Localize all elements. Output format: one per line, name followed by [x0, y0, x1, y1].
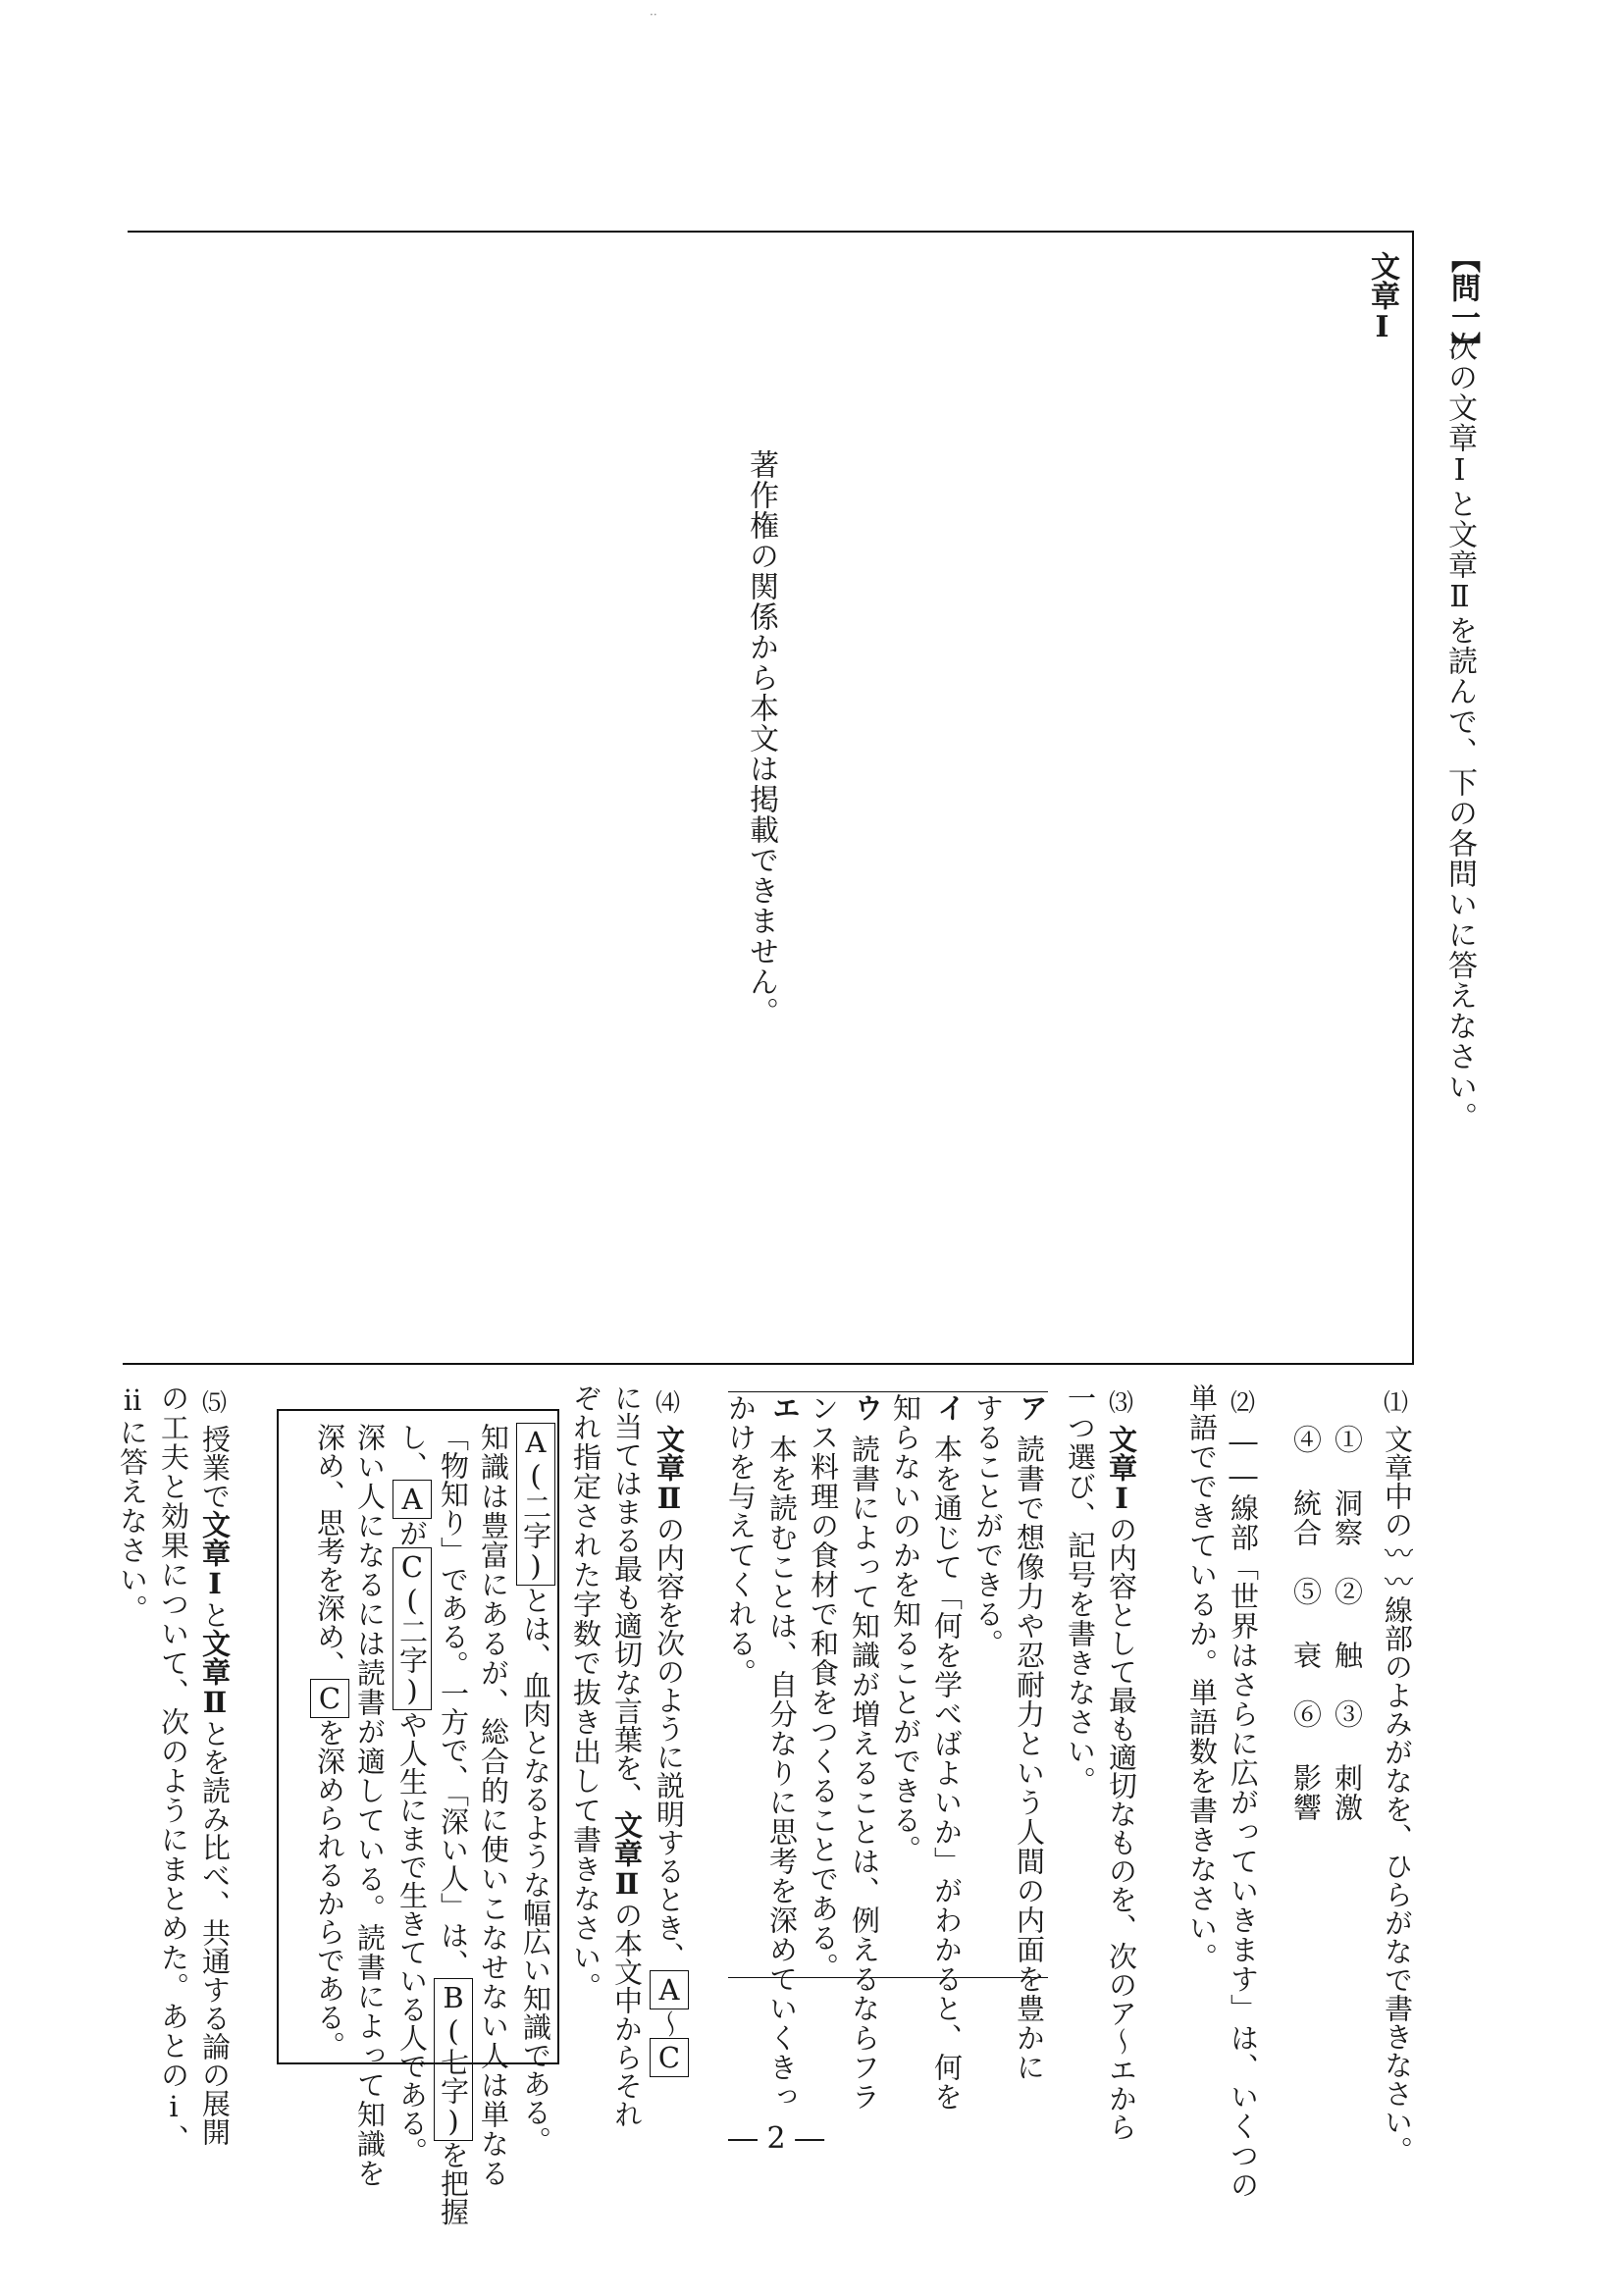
problem-instruction-text: 次の文章Ⅰと文章Ⅱを読んで、下の各問いに答えなさい。 [1442, 332, 1477, 1132]
q5-line1-mid: と [198, 1600, 232, 1629]
q4-line2-bold: 文章Ⅱ [610, 1810, 644, 1901]
q4-line2-a: に当てはまる最も適切な言葉を、 [610, 1383, 644, 1810]
box-line4-b: が [395, 1519, 429, 1547]
q5-line1-a: 授業で [198, 1425, 232, 1510]
q5-line3: ⅱに答えなさい。 [116, 1383, 149, 1624]
blank-c-2chars-box: C(二字) [393, 1547, 432, 1710]
q3-line1-rest: の内容として最も適切なものを、次のア〜エから [1105, 1515, 1138, 2141]
q5-line1-bold2: 文章Ⅱ [198, 1629, 232, 1719]
q5-line1 [196, 1425, 234, 2146]
frame-bottom-line [123, 1363, 1414, 1365]
blank-a-2chars-box: A(二字) [516, 1423, 555, 1586]
q4-number: ⑷ [655, 1388, 681, 1417]
blank-a-box-2: A [393, 1480, 432, 1519]
q1-row2: ④ 統合 ⑤ 衰 ⑥ 影響 [1289, 1425, 1323, 1822]
q2-line1: ――線部「世界はさらに広がっていきます」は、いくつの [1227, 1425, 1260, 2200]
blank-c-box-2: C [310, 1679, 349, 1718]
choice-c-line1: 読書によって知識が増えることは、例えるならフラ [848, 1435, 881, 2112]
q2-line2: 単語でできているか。単語数を書きなさい。 [1185, 1383, 1219, 1972]
q5-line1-bold1: 文章Ⅰ [198, 1510, 232, 1600]
q1-row1: ① 洞察 ② 触 ③ 刺激 [1331, 1425, 1364, 1822]
q4-line2-b: の本文中からそれ [610, 1901, 644, 2128]
wavy-line-mark: 〰〰 [1381, 1539, 1414, 1595]
frame-right-line [1412, 231, 1414, 1365]
box-line6 [310, 1423, 349, 2060]
question-1 [1370, 1383, 1429, 2165]
choice-a-line1: 読書で想像力や忍耐力という人間の内面を豊かに [1013, 1435, 1046, 2082]
box-line3-a: 「物知り」である。一方で、「深い人」は、 [437, 1423, 470, 1978]
box-line6-a: 深め、思考を深め、 [313, 1423, 346, 1679]
choice-c-label: ウ [851, 1393, 884, 1422]
header-dots: ·· [650, 8, 657, 22]
q1-prompt-b: 線部のよみがなを、ひらがなで書きなさい。 [1381, 1595, 1414, 2165]
problem-heading: 【問一】 [1445, 243, 1480, 361]
q1-prompt-a: 文章中の [1381, 1425, 1414, 1539]
q5-number: ⑸ [202, 1388, 228, 1417]
q4-line2 [608, 1383, 646, 2128]
box-line4-c: や人生にまで生きている人である。 [395, 1710, 429, 2166]
page-number: ― 2 ― [728, 2121, 825, 2156]
choice-b-line2: 知らないのかを知ることができる。 [889, 1393, 922, 1864]
q3-line1 [1103, 1425, 1140, 2141]
q2-number: ⑵ [1230, 1388, 1256, 1417]
q4-line1-mid: の内容を次のように説明するとき、 [653, 1515, 686, 1970]
choice-a-line2: することができる。 [971, 1393, 1005, 1658]
q4-line3: ぞれ指定された字数で抜き出して書きなさい。 [569, 1383, 602, 2002]
choice-b-label: イ [933, 1393, 967, 1422]
blank-a-box: A [650, 1970, 689, 2009]
box-line5: 深い人になるには読書が適している。読書によって知識を [353, 1423, 387, 2188]
text1-title: 文章Ⅰ [1365, 251, 1399, 344]
box-line2: 知識は豊富にあるが、総合的に使いこなせない人は単なる [477, 1423, 510, 2188]
q5-line1-rest: とを読み比べ、共通する論の展開 [198, 1719, 232, 2146]
choice-d-line2: かけを与えてくれる。 [724, 1393, 758, 1688]
choice-d-line1: 本を読むことは、自分なりに思考を深めていくきっ [765, 1435, 799, 2112]
q3-number: ⑶ [1109, 1388, 1134, 1417]
box-line6-b: を深められるからである。 [313, 1718, 346, 2060]
blank-b-7chars-box: B(七字) [434, 1978, 473, 2141]
box-line3-b: を把握 [437, 2140, 470, 2226]
copyright-notice: 著作権の関係から本文は掲載できません。 [744, 449, 778, 1027]
box-line4 [393, 1423, 432, 2166]
q3-line2: 一つ選び、記号を書きなさい。 [1064, 1383, 1097, 1796]
q5-line2: の工夫と効果について、次のようにまとめた。あとのⅰ、 [157, 1383, 190, 2154]
choice-d-label: エ [768, 1393, 802, 1422]
box-line3 [434, 1423, 473, 2226]
choice-b-line1: 本を通じて「何を学べばよいか」がわかると、何を [930, 1435, 964, 2112]
choice-a-label: ア [1016, 1393, 1049, 1422]
blank-c-box: C [650, 2038, 689, 2077]
box-line1-rest: とは、血肉となるような幅広い知識である。 [519, 1586, 552, 2155]
q4-line1-bold: 文章Ⅱ [653, 1425, 686, 1515]
question-number: ⑴ [1384, 1388, 1409, 1417]
frame-top-line [128, 231, 1413, 233]
q3-line1-bold: 文章Ⅰ [1105, 1425, 1138, 1515]
box-line4-a: し、 [395, 1423, 429, 1480]
q4-line1 [650, 1425, 689, 2077]
choice-c-line2: ンス料理の食材で和食をつくることである。 [807, 1393, 840, 1982]
tilde: 〜 [653, 2009, 686, 2038]
box-line1 [516, 1423, 555, 2155]
